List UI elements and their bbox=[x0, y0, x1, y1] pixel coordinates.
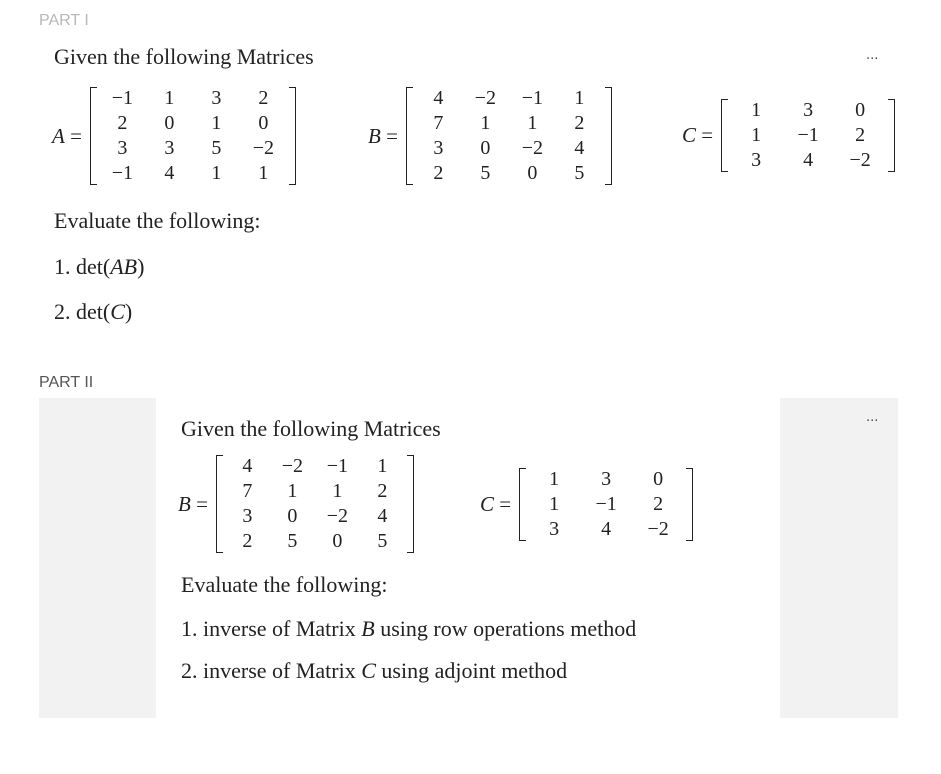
matrix-a-cell-r3-c3: 5 bbox=[211, 137, 222, 159]
matrix-b-cell-r2-c2: 1 bbox=[480, 112, 491, 134]
matrix-b-cell-r4-c4: 5 bbox=[574, 162, 585, 184]
matrix-c-cell-r1-c3: 0 bbox=[653, 468, 664, 490]
matrix-b-cell-r3-c4: 4 bbox=[377, 505, 388, 527]
matrix-c-cell-r3-c2: 4 bbox=[803, 149, 814, 171]
matrix-a-cell-r1-c2: 1 bbox=[164, 87, 175, 109]
matrix-b-cell-r3-c2: 0 bbox=[287, 505, 298, 527]
matrix-b-cell-r2-c4: 2 bbox=[377, 480, 388, 502]
part2-matrix-b bbox=[178, 454, 414, 554]
part1-item-2: 2. det(C) bbox=[54, 299, 133, 324]
matrix-a-cell-r1-c4: 2 bbox=[258, 87, 269, 109]
matrix-a-cell-r3-c1: 3 bbox=[117, 137, 128, 159]
matrix-c-cell-r3-c1: 3 bbox=[751, 149, 762, 171]
matrix-c-cell-r3-c1: 3 bbox=[549, 518, 560, 540]
matrix-b-cell-r1-c4: 1 bbox=[377, 455, 388, 477]
part1-item-1: 1. det(AB) bbox=[54, 254, 145, 279]
matrix-b-cell-r4-c4: 5 bbox=[377, 530, 388, 552]
matrix-b-cell-r1-c1: 4 bbox=[242, 455, 253, 477]
matrix-a-cell-r4-c3: 1 bbox=[211, 162, 222, 184]
part2-left-panel bbox=[39, 398, 156, 718]
matrix-b-cell-r1-c1: 4 bbox=[433, 87, 444, 109]
part2-item-1: 1. inverse of Matrix B using row operations method bbox=[181, 616, 637, 641]
matrix-b-cell-r3-c4: 4 bbox=[574, 137, 585, 159]
matrix-b-cell-r4-c2: 5 bbox=[287, 530, 298, 552]
part2-more-menu-icon[interactable]: ··· bbox=[866, 414, 879, 429]
matrix-b-cell-r2-c1: 7 bbox=[433, 112, 444, 134]
matrix-b-cell-r1-c3: −1 bbox=[326, 455, 349, 477]
part2-matrix-c bbox=[480, 467, 693, 542]
matrix-a-cell-r2-c3: 1 bbox=[211, 112, 222, 134]
matrix-c-grid bbox=[721, 98, 895, 173]
matrix-a-cell-r1-c1: −1 bbox=[111, 87, 134, 109]
part1-evaluate-heading: Evaluate the following: bbox=[54, 208, 261, 233]
matrix-c-cell-r3-c3: −2 bbox=[849, 149, 871, 171]
matrix-a-cell-r1-c3: 3 bbox=[211, 87, 222, 109]
part2-matrix-b-grid bbox=[216, 454, 414, 554]
part1-more-menu-icon[interactable]: ··· bbox=[866, 52, 879, 67]
matrix-b-cell-r4-c3: 0 bbox=[332, 530, 343, 552]
matrix-c-cell-r1-c3: 0 bbox=[855, 99, 866, 121]
matrix-c-cell-r1-c2: 3 bbox=[601, 468, 612, 490]
matrix-b-cell-r1-c3: −1 bbox=[521, 87, 544, 109]
part2-item-2: 2. inverse of Matrix C using adjoint method bbox=[181, 658, 568, 683]
matrix-b-cell-r4-c3: 0 bbox=[527, 162, 538, 184]
part2-matrix-c-label: C = bbox=[480, 492, 512, 516]
matrix-c-cell-r1-c1: 1 bbox=[751, 99, 762, 121]
part1-matrix-c bbox=[682, 98, 895, 173]
matrix-c-cell-r2-c1: 1 bbox=[549, 493, 560, 515]
part1-label: PART I bbox=[39, 12, 89, 29]
matrix-c-cell-r3-c3: −2 bbox=[647, 518, 669, 540]
matrix-a-cell-r3-c4: −2 bbox=[252, 137, 275, 159]
matrix-c-cell-r2-c3: 2 bbox=[653, 493, 664, 515]
matrix-b-cell-r4-c2: 5 bbox=[480, 162, 491, 184]
matrix-b-cell-r3-c3: −2 bbox=[326, 505, 349, 527]
matrix-a-cell-r2-c2: 0 bbox=[164, 112, 175, 134]
matrix-c-cell-r2-c2: −1 bbox=[797, 124, 819, 146]
matrix-b-cell-r3-c1: 3 bbox=[242, 505, 253, 527]
matrix-c-label: C = bbox=[682, 123, 714, 147]
matrix-a-cell-r4-c2: 4 bbox=[164, 162, 175, 184]
matrix-c-cell-r2-c3: 2 bbox=[855, 124, 866, 146]
part2-title: Given the following Matrices bbox=[181, 416, 441, 441]
matrix-a-cell-r4-c4: 1 bbox=[258, 162, 269, 184]
matrix-a-cell-r2-c4: 0 bbox=[258, 112, 269, 134]
part2-matrix-b-label: B = bbox=[178, 491, 208, 516]
matrix-a-cell-r4-c1: −1 bbox=[111, 162, 134, 184]
matrix-b-cell-r1-c2: −2 bbox=[281, 455, 304, 477]
matrix-c-cell-r1-c1: 1 bbox=[549, 468, 560, 490]
matrix-b-cell-r4-c1: 2 bbox=[242, 530, 253, 552]
part2-evaluate-heading: Evaluate the following: bbox=[181, 572, 388, 597]
matrix-c-cell-r2-c1: 1 bbox=[751, 124, 762, 146]
matrix-b-cell-r3-c1: 3 bbox=[433, 137, 444, 159]
part1-title: Given the following Matrices bbox=[54, 44, 314, 69]
part2-label: PART II bbox=[39, 374, 94, 391]
matrix-a-label: A = bbox=[52, 123, 82, 148]
matrix-b-cell-r1-c4: 1 bbox=[574, 87, 585, 109]
matrix-a-cell-r2-c1: 2 bbox=[117, 112, 128, 134]
matrix-b-label: B = bbox=[368, 123, 398, 148]
matrix-b-cell-r2-c1: 7 bbox=[242, 480, 253, 502]
matrix-a-grid bbox=[90, 86, 296, 186]
part2-right-panel bbox=[780, 398, 898, 718]
matrix-b-cell-r2-c2: 1 bbox=[287, 480, 298, 502]
matrix-b-cell-r2-c3: 1 bbox=[332, 480, 343, 502]
matrix-b-grid bbox=[406, 86, 612, 186]
part1-matrix-a bbox=[52, 86, 296, 186]
part1-matrix-b bbox=[368, 86, 612, 186]
matrix-b-cell-r3-c3: −2 bbox=[521, 137, 544, 159]
matrix-c-cell-r1-c2: 3 bbox=[803, 99, 814, 121]
matrix-c-cell-r3-c2: 4 bbox=[601, 518, 612, 540]
matrix-c-cell-r2-c2: −1 bbox=[595, 493, 617, 515]
part2-matrix-c-grid bbox=[519, 467, 693, 542]
matrix-b-cell-r3-c2: 0 bbox=[480, 137, 491, 159]
matrix-b-cell-r2-c3: 1 bbox=[527, 112, 538, 134]
matrix-a-cell-r3-c2: 3 bbox=[164, 137, 175, 159]
matrix-b-cell-r1-c2: −2 bbox=[474, 87, 497, 109]
matrix-b-cell-r2-c4: 2 bbox=[574, 112, 585, 134]
matrix-b-cell-r4-c1: 2 bbox=[433, 162, 444, 184]
